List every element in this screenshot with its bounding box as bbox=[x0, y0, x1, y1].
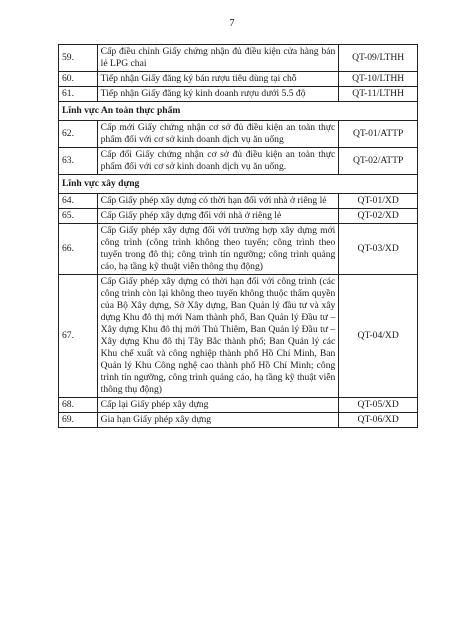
table-row bbox=[59, 121, 418, 148]
section-header-row bbox=[59, 102, 418, 121]
procedure-name: Cấp đổi Giấy chứng nhận cơ sở đủ điều kiện an toàn thực phẩm đối với cơ sở kinh doanh dịch vụ ăn uống. bbox=[97, 148, 339, 175]
row-number: 67. bbox=[59, 275, 98, 398]
procedure-code: QT-06/XD bbox=[339, 413, 418, 428]
page-number: 7 bbox=[229, 18, 235, 29]
table-row bbox=[59, 398, 418, 413]
row-number: 65. bbox=[59, 209, 98, 224]
procedure-name: Tiếp nhận Giấy đăng ký kinh doanh rượu dưới 5.5 độ bbox=[97, 87, 339, 102]
row-number: 59. bbox=[59, 45, 98, 72]
procedure-name: Tiếp nhận Giấy đăng ký bán rượu tiêu dùng tại chỗ bbox=[97, 72, 339, 87]
row-number: 69. bbox=[59, 413, 98, 428]
procedure-code: QT-02/XD bbox=[339, 209, 418, 224]
procedure-code: QT-09/LTHH bbox=[339, 45, 418, 72]
row-number: 62. bbox=[59, 121, 98, 148]
procedure-name: Cấp lại Giấy phép xây dựng bbox=[97, 398, 339, 413]
procedure-code: QT-02/ATTP bbox=[339, 148, 418, 175]
row-number: 66. bbox=[59, 224, 98, 275]
table-row bbox=[59, 275, 418, 398]
procedure-table bbox=[58, 44, 418, 428]
table-row bbox=[59, 224, 418, 275]
procedure-code: QT-11/LTHH bbox=[339, 87, 418, 102]
procedure-name: Cấp Giấy phép xây dựng đối với nhà ở riêng lẻ bbox=[97, 209, 339, 224]
procedure-code: QT-03/XD bbox=[339, 224, 418, 275]
row-number: 61. bbox=[59, 87, 98, 102]
procedure-code: QT-10/LTHH bbox=[339, 72, 418, 87]
procedure-code: QT-04/XD bbox=[339, 275, 418, 398]
procedure-code: QT-01/XD bbox=[339, 194, 418, 209]
procedure-code: QT-05/XD bbox=[339, 398, 418, 413]
table-row bbox=[59, 194, 418, 209]
row-number: 63. bbox=[59, 148, 98, 175]
procedure-name: Cấp Giấy phép xây dựng có thời hạn đối với nhà ở riêng lẻ bbox=[97, 194, 339, 209]
procedure-name: Cấp mới Giấy chứng nhận cơ sở đủ điều kiện an toàn thực phẩm đối với cơ sở kinh doanh dịch vụ ăn uống bbox=[97, 121, 339, 148]
procedure-name: Cấp điều chỉnh Giấy chứng nhận đủ điều kiện cửa hàng bán lẻ LPG chai bbox=[97, 45, 339, 72]
table-row bbox=[59, 87, 418, 102]
section-title: Lĩnh vực An toàn thực phẩm bbox=[59, 102, 418, 121]
procedure-code: QT-01/ATTP bbox=[339, 121, 418, 148]
table-row bbox=[59, 148, 418, 175]
table-row bbox=[59, 413, 418, 428]
row-number: 64. bbox=[59, 194, 98, 209]
row-number: 68. bbox=[59, 398, 98, 413]
section-title: Lĩnh vực xây dựng bbox=[59, 175, 418, 194]
table-row bbox=[59, 72, 418, 87]
table-row bbox=[59, 209, 418, 224]
procedure-name: Cấp Giấy phép xây dựng có thời hạn đối với công trình (các công trình còn lại không theo tuyến không thuộc thẩm quyền của Bộ Xây dựng, Sở Xây dựng, Ban Quản lý đầu tư và xây dựng Khu đô thị mới Nam thành phố, Ban Quản lý Đầu tư – Xây dựng Khu đô thị mới Thủ Thiêm, Ban Quản lý Đầu tư – Xây dựng Khu đô thị Tây Bắc thành phố; Ban Quản lý các Khu chế xuất và công nghiệp thành phố Hồ Chí Minh, Ban Quản lý Khu Công nghệ cao thành phố Hồ Chí Minh; công trình tín ngưỡng, công trình quảng cáo, hạ tầng kỹ thuật viễn thông thụ động) bbox=[97, 275, 339, 398]
table-row bbox=[59, 45, 418, 72]
procedure-name: Cấp Giấy phép xây dựng đối với trường hợp xây dựng mới công trình (công trình không theo tuyến; công trình theo tuyến trong đô thị; công trình tín ngưỡng; công trình quảng cáo, hạ tầng kỹ thuật viễn thông thụ động) bbox=[97, 224, 339, 275]
procedure-name: Gia hạn Giấy phép xây dựng bbox=[97, 413, 339, 428]
section-header-row bbox=[59, 175, 418, 194]
row-number: 60. bbox=[59, 72, 98, 87]
